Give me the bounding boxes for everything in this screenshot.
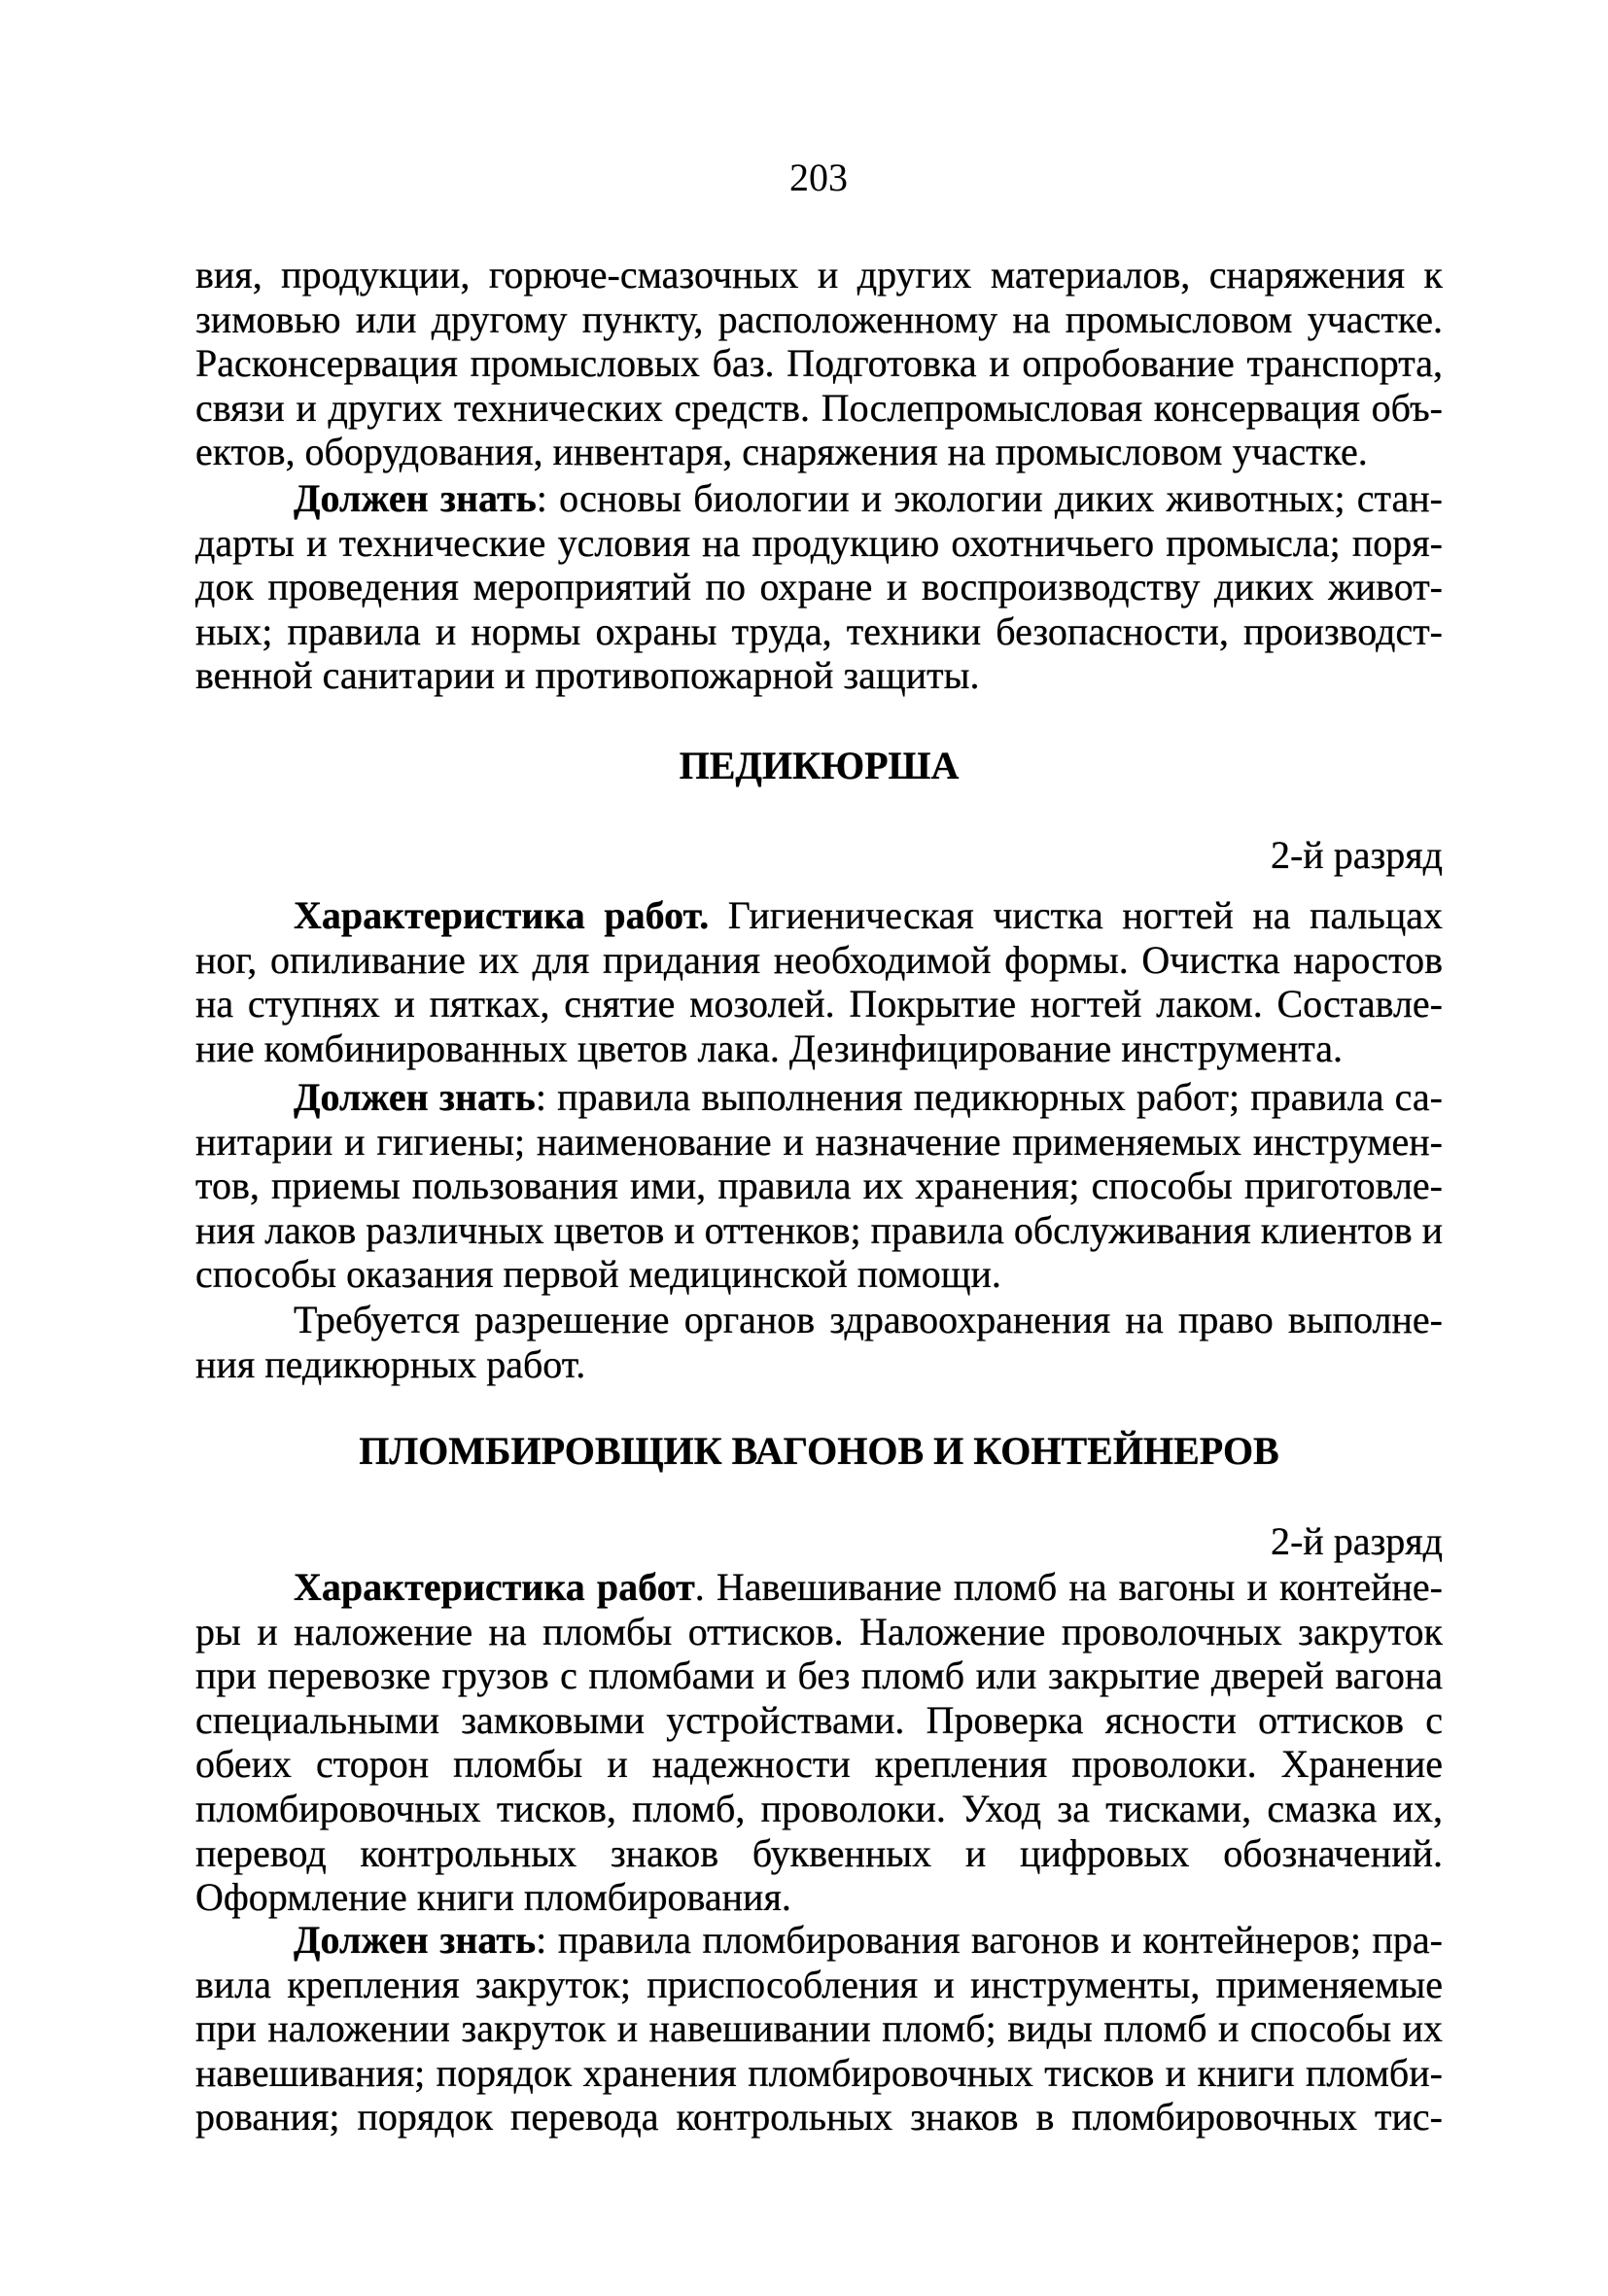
text-line: венной санитарии и противопожарной защиты.	[195, 653, 980, 698]
text-line: ния педикюрных работ.	[195, 1341, 586, 1386]
text-line: зимовью или другому пункту, расположенному на промысловом участке.	[195, 296, 1443, 341]
lead-term: Должен знать	[294, 476, 537, 520]
text-line: связи и других технических средств. Послепромысловая консервация объ-	[195, 385, 1443, 430]
text-line: рования; порядок перевода контрольных знаков в пломбировочных тис-	[195, 2095, 1443, 2139]
text-line: пломбировочных тисков, пломб, проволоки. Уход за тисками, смазка их,	[195, 1786, 1443, 1830]
paragraph-must-know-sealer	[195, 1918, 1443, 2139]
text-line: нитарии и гигиены; наименование и назначение применяемых инструмен-	[195, 1119, 1443, 1164]
text-run: : основы биологии и экологии диких животных; стан-	[536, 476, 1443, 520]
text-line: специальными замковыми устройствами. Проверка ясности оттисков с	[195, 1697, 1443, 1742]
text-line: Оформление книги пломбирования.	[195, 1875, 791, 1920]
paragraph-work-characteristics	[195, 893, 1443, 1070]
section-heading-pedicurist: ПЕДИКЮРША	[679, 744, 960, 787]
paragraph-requirement	[195, 1298, 1443, 1386]
text-line	[195, 893, 1443, 938]
lead-term: Должен знать	[294, 1918, 537, 1962]
grade-label: 2-й разряд	[1270, 1519, 1443, 1563]
text-line: на ступнях и пятках, снятие мозолей. Покрытие ногтей лаком. Составле-	[195, 982, 1443, 1026]
text-line: вия, продукции, горюче-смазочных и других материалов, снаряжения к	[195, 253, 1443, 296]
text-run: Гигиеническая чистка ногтей на пальцах	[709, 893, 1443, 937]
text-line: при наложении закруток и навешивании пломб; виды пломб и способы их	[195, 2006, 1443, 2051]
text-line: док проведения мероприятий по охране и воспроизводству диких живот-	[195, 565, 1443, 609]
text-line: Расконсервация промысловых баз. Подготовка и опробование транспорта,	[195, 341, 1443, 386]
section-heading-sealer: ПЛОМБИРОВЩИК ВАГОНОВ И КОНТЕЙНЕРОВ	[359, 1429, 1279, 1473]
text-line: вила крепления закруток; приспособления и инструменты, применяемые	[195, 1962, 1443, 2006]
text-line	[195, 1075, 1443, 1120]
text-line: обеих сторон пломбы и надежности крепления проволоки. Хранение	[195, 1742, 1443, 1787]
text-line: дарты и технические условия на продукцию охотничьего промысла; поря-	[195, 520, 1443, 565]
text-line: ных; правила и нормы охраны труда, техники безопасности, производст-	[195, 609, 1443, 653]
text-line: перевод контрольных знаков буквенных и цифровых обозначений.	[195, 1830, 1443, 1875]
text-line: способы оказания первой медицинской помощи.	[195, 1252, 1001, 1297]
text-line: при перевозке грузов с пломбами и без пломб или закрытие дверей вагона	[195, 1653, 1443, 1698]
text-line: ног, опиливание их для придания необходимой формы. Очистка наростов	[195, 937, 1443, 982]
text-line: ние комбинированных цветов лака. Дезинфицирование инструмента.	[195, 1026, 1343, 1070]
lead-term: Характеристика работ.	[294, 893, 710, 937]
text-run: : правила пломбирования вагонов и контейнеров; пра-	[536, 1918, 1443, 1962]
text-line: ры и наложение на пломбы оттисков. Наложение проволочных закруток	[195, 1609, 1443, 1653]
text-run: : правила выполнения педикюрных работ; правила са-	[535, 1075, 1443, 1119]
paragraph-work-characteristics	[195, 1565, 1443, 1920]
text-line	[195, 1565, 1443, 1610]
paragraph-must-know-pedicurist	[195, 1075, 1443, 1297]
paragraph-must-know-hunter	[195, 476, 1443, 698]
text-line: навешивания; порядок хранения пломбировочных тисков и книги пломби-	[195, 2050, 1443, 2095]
text-line	[195, 476, 1443, 521]
paragraph-continuation	[195, 253, 1443, 474]
text-line: тов, приемы пользования ими, правила их хранения; способы приготовле-	[195, 1164, 1443, 1208]
text-line	[195, 1918, 1443, 1963]
page-number: 203	[789, 156, 848, 199]
text-run: . Навешивание пломб на вагоны и контейне-	[694, 1565, 1443, 1609]
lead-term: Характеристика работ	[294, 1565, 695, 1609]
text-line: Требуется разрешение органов здравоохранения на право выполне-	[294, 1298, 1443, 1341]
grade-label: 2-й разряд	[1270, 833, 1443, 877]
text-line: ектов, оборудования, инвентаря, снаряжения на промысловом участке.	[195, 430, 1368, 474]
text-line: ния лаков различных цветов и оттенков; правила обслуживания клиентов и	[195, 1207, 1443, 1252]
lead-term: Должен знать	[294, 1075, 536, 1119]
